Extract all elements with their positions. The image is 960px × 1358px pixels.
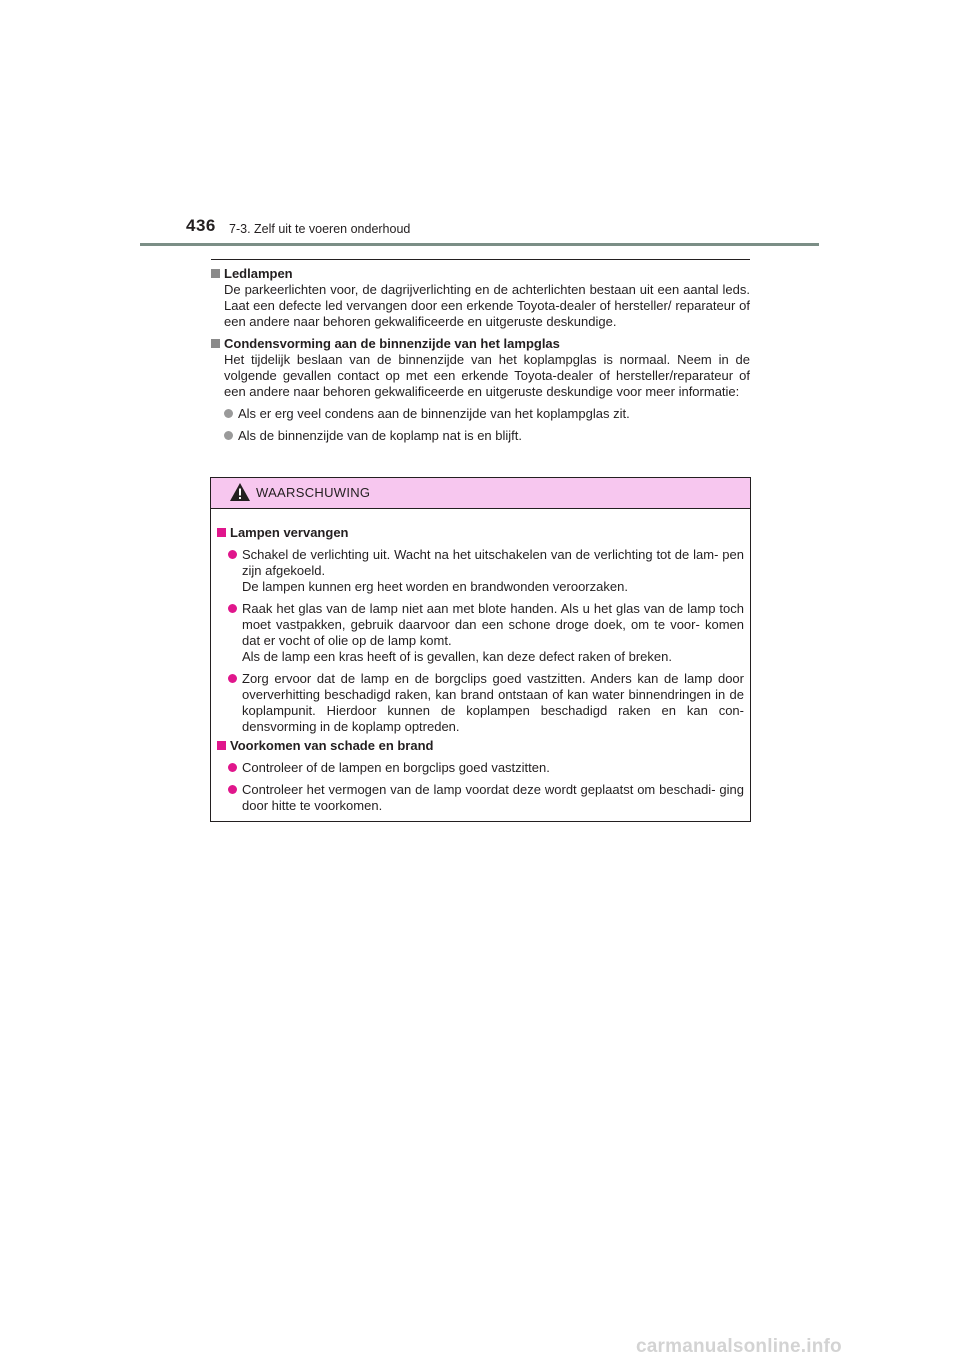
round-bullet-icon — [228, 550, 237, 559]
square-bullet-icon — [217, 528, 226, 537]
round-bullet-icon — [224, 431, 233, 440]
section-heading-ledlampen — [211, 266, 750, 282]
section-body: Het tijdelijk beslaan van de binnenzijde van het koplampglas is normaal. Neem in de volgende gevallen contact op met een erkende Toyota-dealer of hersteller/reparateur of een andere naar behoren gekwalificeerde en uitgeruste deskundige voor meer informatie: — [224, 352, 750, 399]
warning-list-item — [217, 760, 744, 776]
warning-item-text: Controleer of de lampen en borgclips goed vastzitten. — [242, 760, 550, 775]
watermark-text: carmanualsonline.info — [636, 1336, 842, 1357]
section-heading-condens — [211, 336, 750, 352]
warning-group-heading — [217, 525, 744, 541]
square-bullet-icon — [217, 741, 226, 750]
warning-list-item — [217, 782, 744, 814]
content-rule — [211, 259, 750, 260]
warning-item-text: Controleer het vermogen van de lamp voordat deze wordt geplaatst om beschadi- ging door hitte te voorkomen. — [242, 782, 744, 813]
square-bullet-icon — [211, 269, 220, 278]
round-bullet-icon — [228, 763, 237, 772]
round-bullet-icon — [228, 604, 237, 613]
list-item-text: Als de binnenzijde van de koplamp nat is en blijft. — [238, 428, 523, 443]
warning-item-text: Raak het glas van de lamp niet aan met blote handen. Als u het glas van de lamp toch moet vastpakken, gebruik daarvoor dan een schone droge doek, om te voor- komen dat er vocht of olie op de lamp komt. — [242, 601, 744, 648]
warning-box — [210, 477, 751, 822]
round-bullet-icon — [228, 785, 237, 794]
round-bullet-icon — [228, 674, 237, 683]
warning-body — [211, 509, 750, 814]
warning-group-heading — [217, 738, 744, 754]
warning-group-title: Lampen vervangen — [230, 525, 349, 540]
section-heading-text: Ledlampen — [224, 266, 293, 281]
square-bullet-icon — [211, 339, 220, 348]
main-content — [211, 266, 750, 444]
warning-group-title: Voorkomen van schade en brand — [230, 738, 434, 753]
list-item — [211, 406, 750, 422]
page-number: 436 — [186, 216, 216, 235]
warning-item-extra: Als de lamp een kras heeft of is gevallen, kan deze defect raken of breken. — [242, 649, 672, 664]
section-heading-text: Condensvorming aan de binnenzijde van het lampglas — [224, 336, 560, 351]
warning-header — [211, 478, 750, 509]
warning-title: WAARSCHUWING — [256, 485, 371, 500]
round-bullet-icon — [224, 409, 233, 418]
header-rule — [140, 243, 819, 246]
list-item-text: Als er erg veel condens aan de binnenzijde van het koplampglas zit. — [238, 406, 630, 421]
warning-item-text: Zorg ervoor dat de lamp en de borgclips goed vastzitten. Anders kan de lamp door oververhitting beschadigd raken, kan brand ontstaan of kan water binnendringen in de koplampunit. Hierdoor kunnen de koplampen beschadigd raken en kan con- densvorming in de koplamp optreden. — [242, 671, 744, 734]
section-title: 7-3. Zelf uit te voeren onderhoud — [229, 222, 411, 236]
warning-list-item — [217, 547, 744, 595]
section-body: De parkeerlichten voor, de dagrijverlichting en de achterlichten bestaan uit een aantal leds. Laat een defecte led vervangen door een erkende Toyota-dealer of hersteller/ reparateur of een andere naar behoren gekwalificeerde en uitgeruste deskundige. — [224, 282, 750, 329]
warning-item-text: Schakel de verlichting uit. Wacht na het uitschakelen van de verlichting tot de lam- pen zijn afgekoeld. — [242, 547, 744, 578]
warning-list-item — [217, 671, 744, 735]
list-item — [211, 428, 750, 444]
warning-item-extra: De lampen kunnen erg heet worden en brandwonden veroorzaken. — [242, 579, 628, 594]
warning-list-item — [217, 601, 744, 665]
warning-triangle-icon — [229, 482, 251, 502]
